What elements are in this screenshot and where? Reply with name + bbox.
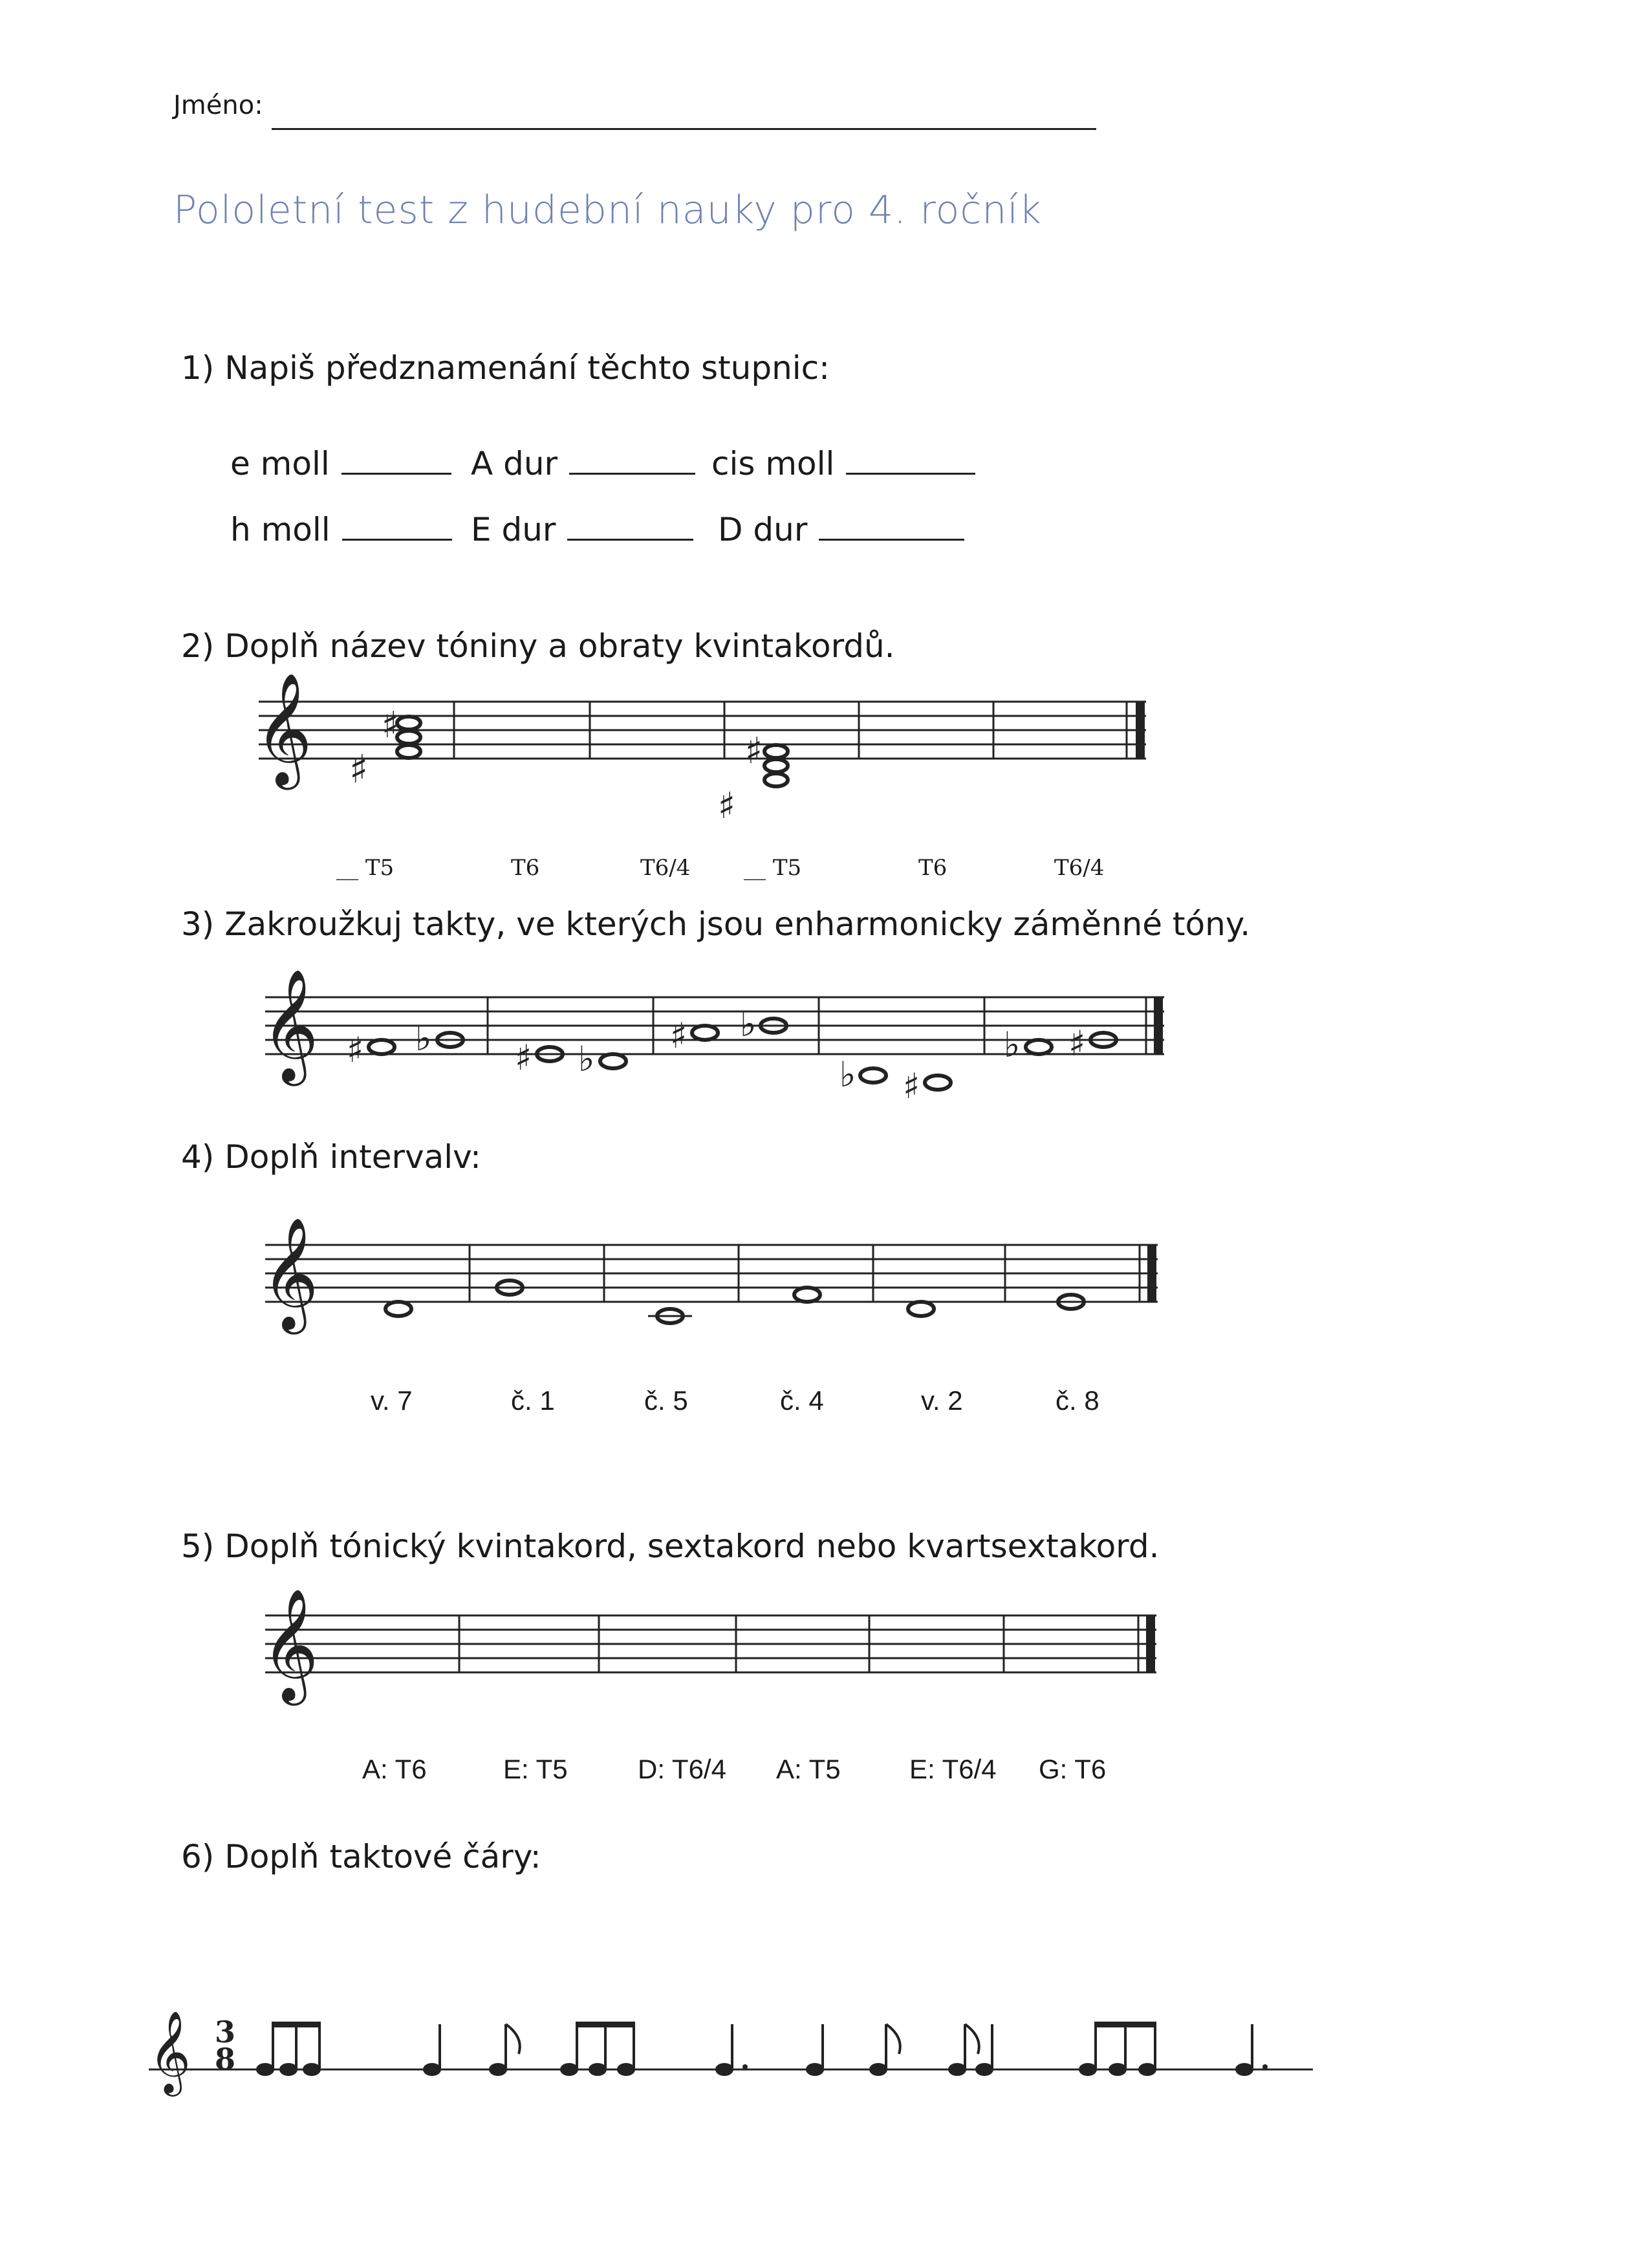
svg-text:♭: ♭ [1004,1024,1021,1065]
svg-text:♯: ♯ [515,1037,532,1078]
q1-item-h-moll [230,511,452,548]
treble-clef-icon: 𝄞 [261,969,319,1081]
q1-prompt: 1) Napiš předznamenání těchto stupnic: [181,349,830,387]
q1-item-label: h moll [230,511,330,548]
q1-item-a-dur [471,445,695,482]
q2-label: T6 [511,855,540,881]
treble-clef-icon: 𝄞 [261,1217,319,1330]
q4-prompt: 4) Doplň intervalv: [181,1138,481,1176]
name-label: Jméno: [173,91,263,120]
q2-label: T6/4 [1054,855,1105,881]
q3-prompt: 3) Zakroužkuj takty, ve kterých jsou enharmonicky záměnné tóny. [181,905,1251,943]
svg-text:♭: ♭ [578,1039,595,1079]
q6-rhythm-line [149,1992,1326,2121]
svg-text:♭: ♭ [839,1054,856,1095]
svg-text:♯: ♯ [718,785,736,827]
svg-text:♯: ♯ [349,747,369,792]
time-signature-bottom: 8 [215,2042,236,2077]
q4-label: č. 4 [780,1385,824,1416]
page-title: Pololetní test z hudební nauky pro 4. ročník [173,188,1042,233]
q5-staff [261,1588,1171,1746]
q1-answer-blank[interactable] [342,539,452,541]
q4-label: č. 8 [1056,1385,1099,1416]
q4-label: v. 2 [921,1385,963,1416]
q2-prompt: 2) Doplň název tóniny a obraty kvintakordů. [181,627,895,665]
svg-text:♯: ♯ [903,1066,920,1107]
q5-label: E: T6/4 [909,1754,997,1784]
treble-clef-icon: 𝄞 [149,2010,191,2093]
q1-item-cis-moll [711,445,975,482]
q6-prompt: 6) Doplň taktové čáry: [181,1838,541,1875]
q1-item-d-dur [718,511,964,548]
q1-item-label: e moll [230,445,330,482]
q1-item-e-moll [230,445,451,482]
q1-answer-blank[interactable] [819,539,964,541]
q1-item-label: D dur [718,511,808,548]
q1-item-label: cis moll [711,445,835,482]
svg-text:♭: ♭ [740,1004,757,1044]
svg-text:♭: ♭ [415,1018,432,1059]
q2-label: T6 [918,855,947,881]
name-field-line[interactable] [272,128,1096,130]
svg-text:♯: ♯ [670,1015,688,1056]
time-signature-top: 3 [215,2014,236,2049]
q1-item-label: A dur [471,445,558,482]
q1-answer-blank[interactable] [569,473,695,475]
q5-label: A: T6 [362,1754,427,1784]
q1-item-e-dur [471,511,693,548]
q5-label: E: T5 [503,1754,568,1784]
treble-clef-icon: 𝄞 [255,673,312,785]
svg-text:♯: ♯ [1068,1023,1086,1064]
q5-prompt: 5) Doplň tónický kvintakord, sextakord nebo kvartsextakord. [181,1528,1160,1565]
svg-text:♯: ♯ [745,730,763,772]
q5-label: G: T6 [1039,1754,1107,1784]
q1-item-label: E dur [471,511,556,548]
svg-text:♯: ♯ [382,704,400,746]
q1-answer-blank[interactable] [341,473,451,475]
treble-clef-icon: 𝄞 [261,1588,319,1701]
q4-label: č. 5 [644,1385,688,1416]
q4-staff [261,1217,1171,1377]
q4-label: č. 1 [511,1385,555,1416]
q5-label: A: T5 [776,1754,841,1784]
q2-staff [255,673,1164,834]
q2-label: T6/4 [640,855,691,881]
q2-label: __ T5 [336,855,395,881]
svg-text:♯: ♯ [347,1030,364,1070]
q3-staff [261,969,1184,1132]
q5-label: D: T6/4 [638,1754,726,1784]
q4-label: v. 7 [371,1385,413,1416]
q1-answer-blank[interactable] [567,539,693,541]
q1-answer-blank[interactable] [846,473,975,475]
q2-label: __ T5 [744,855,802,881]
